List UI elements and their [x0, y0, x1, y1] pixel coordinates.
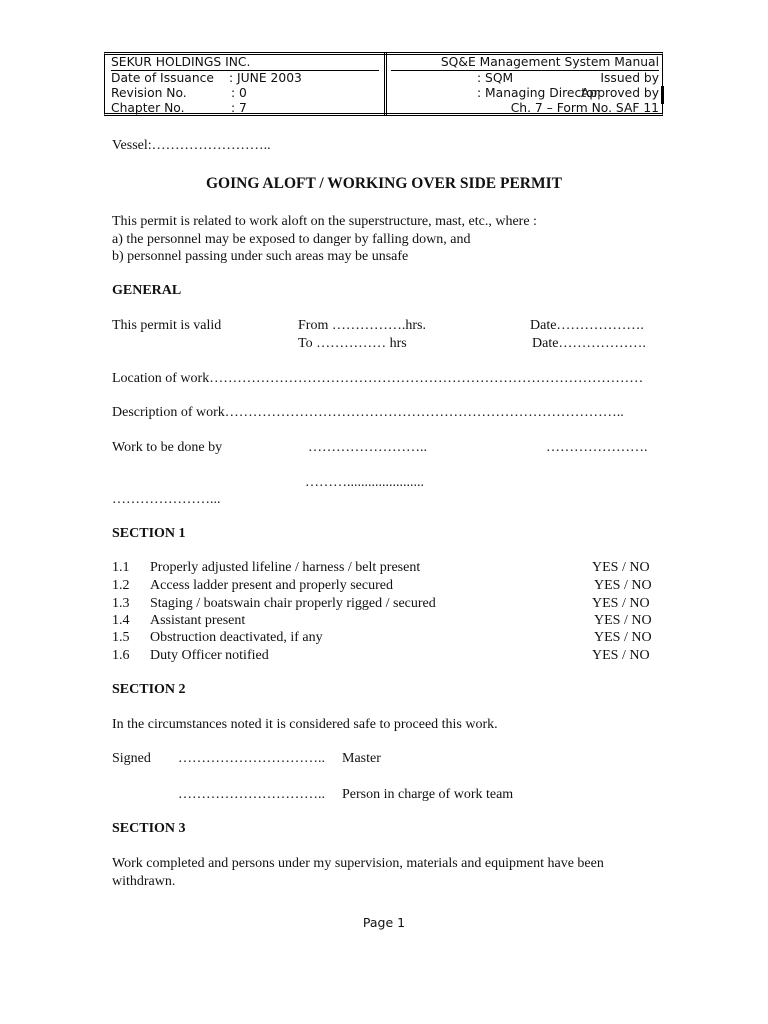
section-2-heading: SECTION 2 [112, 682, 186, 697]
checklist-item-text: Properly adjusted lifeline / harness / belt present [150, 560, 421, 575]
revision-value: : 0 [231, 86, 247, 100]
manual-name: SQ&E Management System Manual [440, 55, 659, 69]
master-signature-blank: ………………………….. [178, 751, 325, 766]
work-done-by-blank-3: ………...................... [305, 475, 424, 490]
description-of-work-field: Description of work………………………………………………………………………….. [112, 405, 624, 420]
permit-valid-label: This permit is valid [112, 318, 222, 333]
header-edge-mark [661, 86, 664, 104]
issued-by-row [391, 70, 659, 86]
checklist-item-number: 1.4 [112, 613, 130, 628]
issued-by-value: : SQM [477, 71, 514, 85]
location-of-work-field: Location of work………………………………………………………………………………… [112, 371, 644, 386]
checklist-item-text: Assistant present [150, 613, 246, 628]
approved-by-label: Approved by [581, 86, 659, 100]
revision-row [111, 86, 379, 101]
form-reference: Ch. 7 – Form No. SAF 11 [510, 101, 659, 115]
approved-by-value: : Managing Director [477, 86, 599, 100]
chapter-row [111, 101, 379, 116]
section-3-line-1: Work completed and persons under my supervision, materials and equipment have been [112, 856, 604, 871]
intro-line-1: This permit is related to work aloft on the superstructure, mast, etc., where : [112, 214, 537, 229]
chapter-value: : 7 [231, 101, 247, 115]
intro-line-3: b) personnel passing under such areas may be unsafe [112, 249, 409, 264]
checklist-item-text: Obstruction deactivated, if any [150, 630, 323, 645]
section-3-heading: SECTION 3 [112, 821, 186, 836]
issued-by-label: Issued by [600, 71, 659, 85]
approved-by-row [391, 86, 659, 101]
header-right-column [391, 55, 659, 116]
work-done-by-blank-1: …………………….. [308, 440, 427, 455]
valid-from-date-field: Date………………. [530, 318, 644, 333]
checklist-item-answer: YES / NO [592, 596, 650, 611]
document-header-table [104, 52, 663, 116]
valid-to-field: To …………… hrs [298, 336, 407, 351]
valid-to-date-field: Date………………. [532, 336, 646, 351]
general-heading: GENERAL [112, 283, 182, 298]
page-number: Page 1 [362, 915, 406, 930]
checklist-item-number: 1.1 [112, 560, 130, 575]
checklist-item-text: Duty Officer notified [150, 648, 269, 663]
vessel-field: Vessel:…………………….. [112, 138, 271, 153]
section-2-statement: In the circumstances noted it is considered safe to proceed this work. [112, 717, 498, 732]
page-title: GOING ALOFT / WORKING OVER SIDE PERMIT [206, 175, 562, 192]
header-left-column [111, 55, 379, 116]
chapter-label: Chapter No. [111, 101, 185, 115]
checklist-item-number: 1.3 [112, 596, 130, 611]
checklist-item-text: Staging / boatswain chair properly rigged / secured [150, 596, 436, 611]
work-done-by-blank-4: …………………... [112, 492, 221, 507]
issuance-value: : JUNE 2003 [229, 71, 302, 85]
section-3-line-2: withdrawn. [112, 874, 176, 889]
checklist-item-text: Access ladder present and properly secured [150, 578, 393, 593]
section-1-heading: SECTION 1 [112, 526, 186, 541]
master-label: Master [342, 751, 381, 766]
issuance-row [111, 70, 379, 86]
checklist-item-number: 1.6 [112, 648, 130, 663]
company-name: SEKUR HOLDINGS INC. [111, 55, 251, 69]
checklist-item-answer: YES / NO [592, 560, 650, 575]
person-in-charge-signature-blank: ………………………….. [178, 787, 325, 802]
header-divider [384, 52, 387, 116]
checklist-item-answer: YES / NO [592, 648, 650, 663]
signed-label: Signed [112, 751, 151, 766]
work-done-by-label: Work to be done by [112, 440, 223, 455]
checklist-item-answer: YES / NO [594, 578, 652, 593]
checklist-item-number: 1.2 [112, 578, 130, 593]
issuance-label: Date of Issuance [111, 71, 214, 85]
intro-line-2: a) the personnel may be exposed to danger by falling down, and [112, 232, 471, 247]
checklist-item-answer: YES / NO [594, 613, 652, 628]
person-in-charge-label: Person in charge of work team [342, 787, 514, 802]
valid-from-field: From …………….hrs. [298, 318, 426, 333]
work-done-by-blank-2: …………………. [546, 440, 648, 455]
revision-label: Revision No. [111, 86, 187, 100]
checklist-item-number: 1.5 [112, 630, 130, 645]
checklist-item-answer: YES / NO [594, 630, 652, 645]
